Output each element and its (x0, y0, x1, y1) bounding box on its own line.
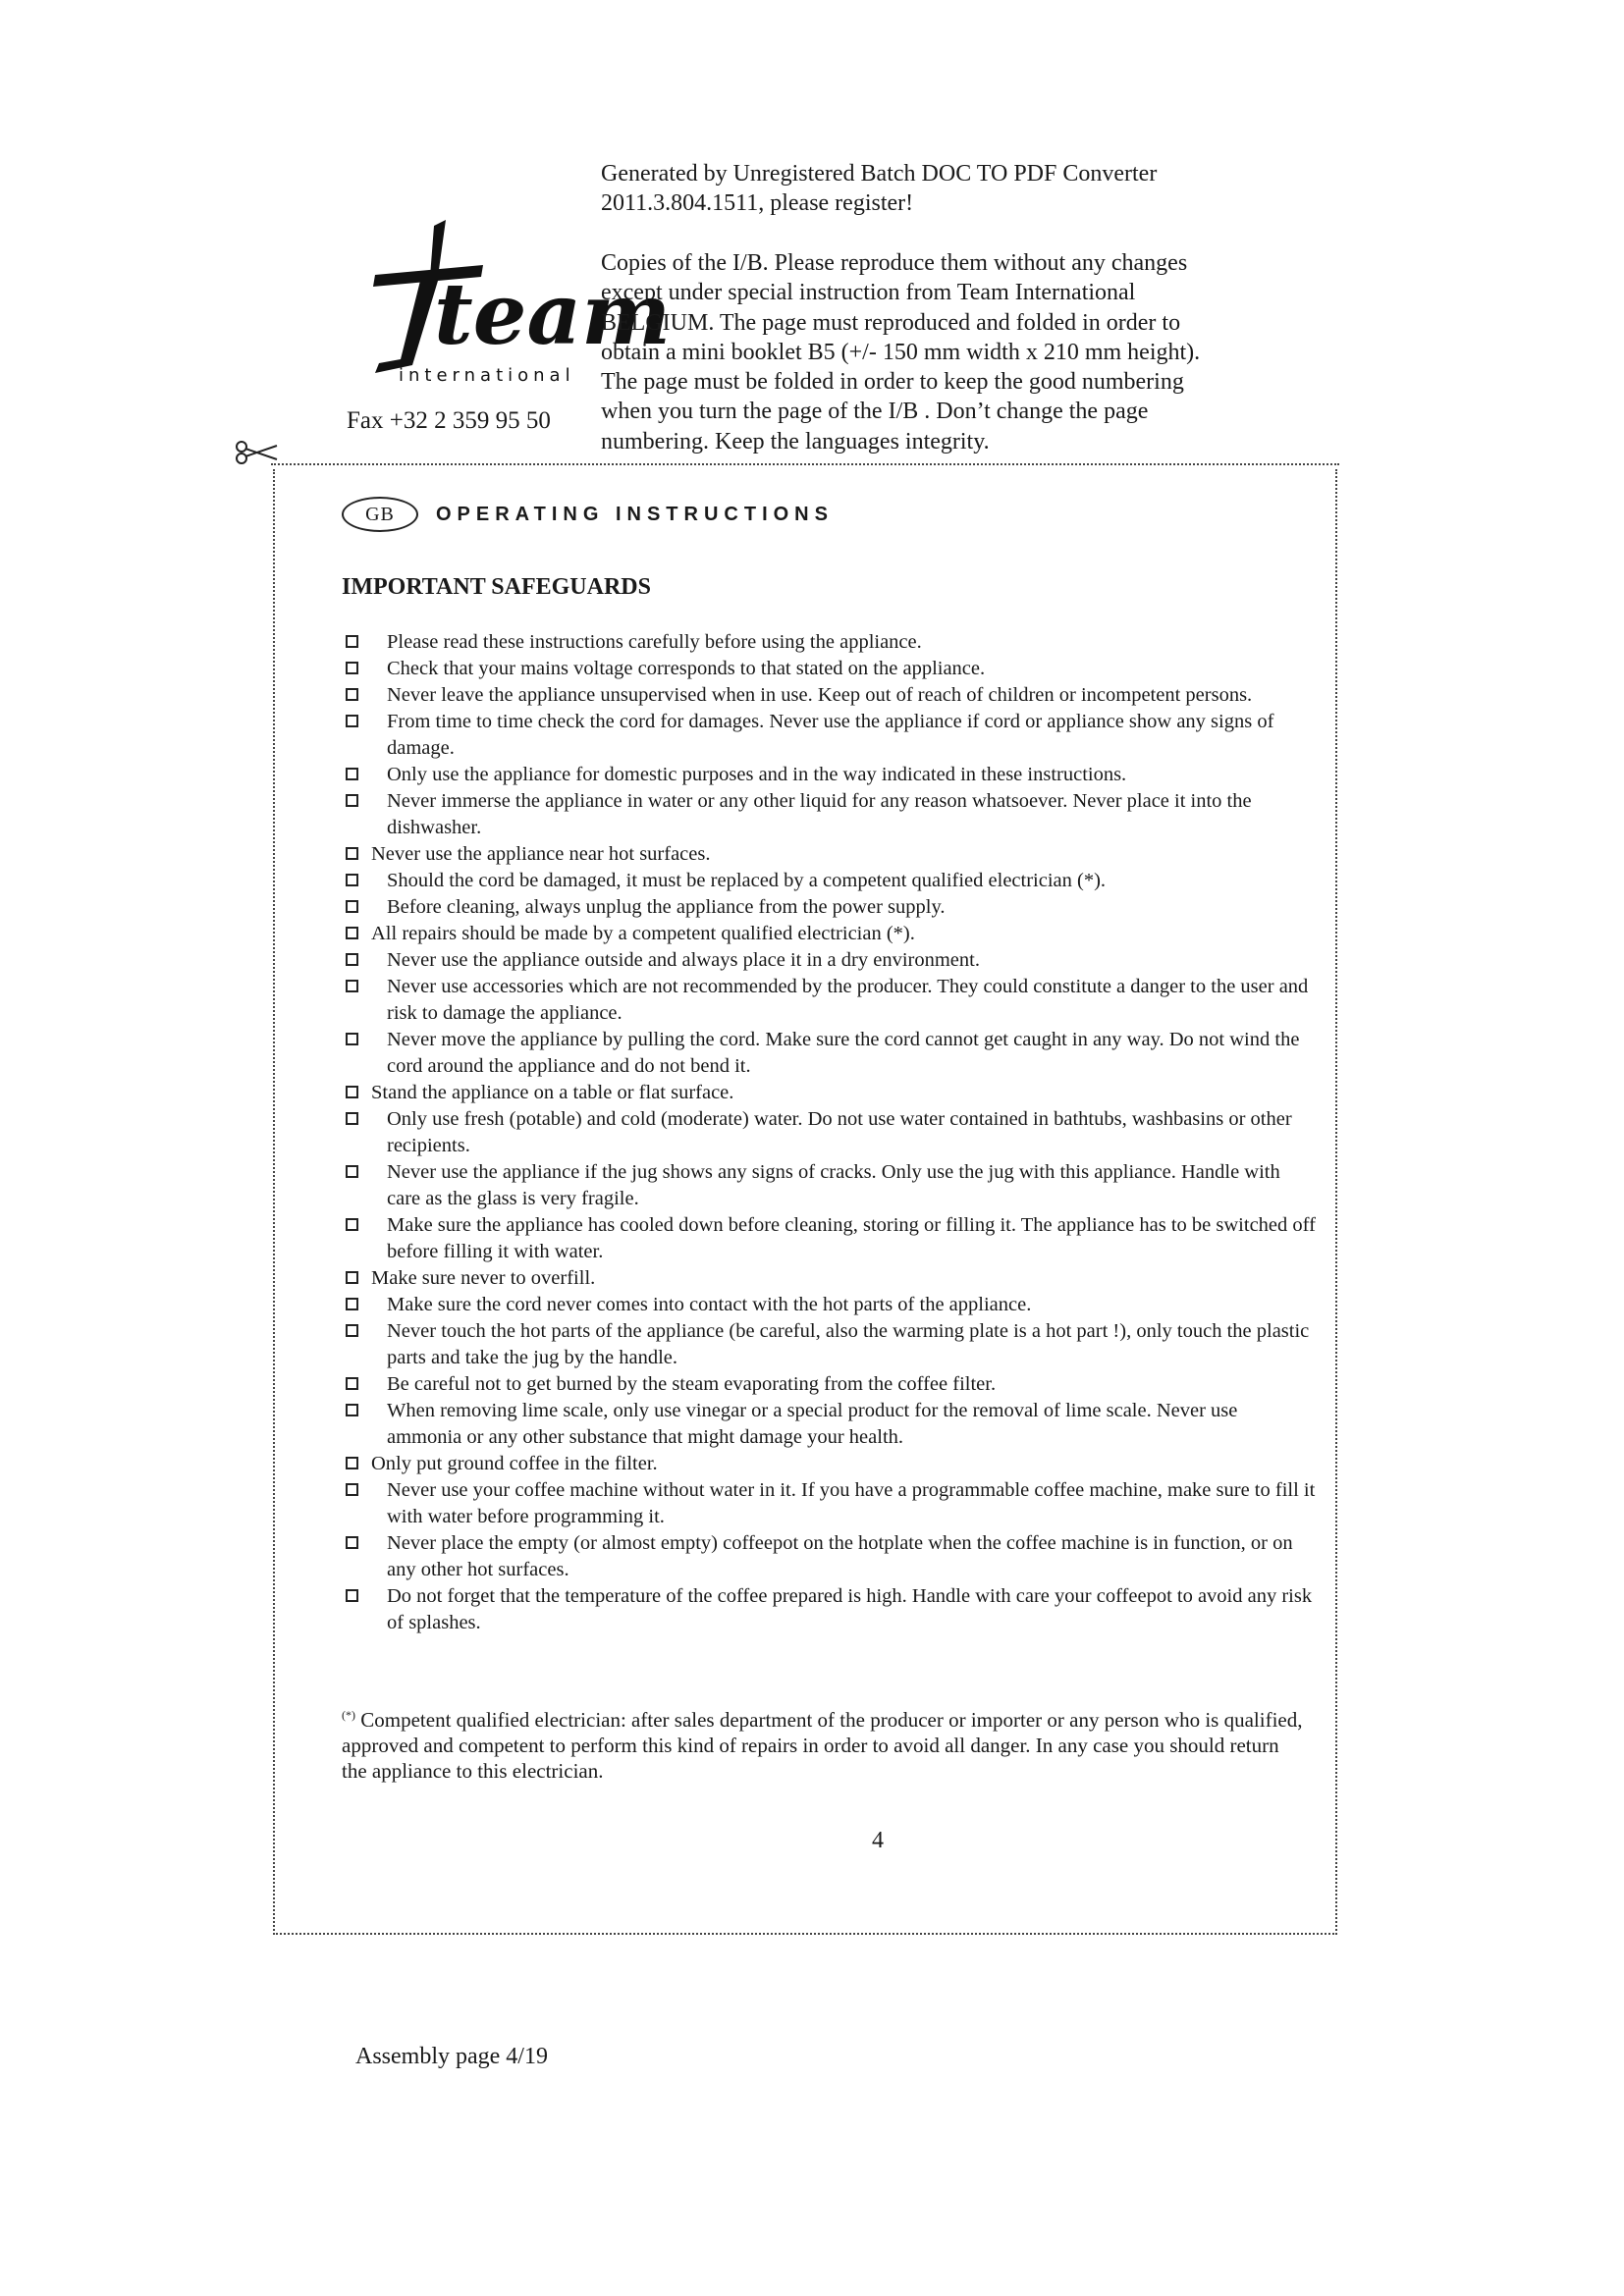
checkbox-icon (346, 1112, 358, 1125)
copies-line: Copies of the I/B. Please reproduce them without any changes (601, 250, 1188, 276)
logo-wordmark: team (434, 265, 672, 364)
safeguard-item: Before cleaning, always unplug the appliance from the power supply. (342, 894, 1316, 921)
section-header (342, 497, 834, 532)
safeguard-item: Stand the appliance on a table or flat surface. (342, 1080, 1316, 1106)
checkbox-icon (346, 1404, 358, 1416)
safeguard-item: Make sure the cord never comes into contact with the hot parts of the appliance. (342, 1292, 1316, 1318)
checkbox-icon (346, 768, 358, 780)
copies-line: when you turn the page of the I/B . Don’t change the page (601, 399, 1149, 425)
checkbox-icon (346, 1377, 358, 1390)
checkbox-icon (346, 1271, 358, 1284)
generated-notice (601, 159, 1347, 218)
safeguard-item: From time to time check the cord for damages. Never use the appliance if cord or appliance show any signs of damage. (342, 709, 1316, 762)
checkbox-icon (346, 1033, 358, 1045)
safeguard-item: Never immerse the appliance in water or any other liquid for any reason whatsoever. Never place it into the dishwasher. (342, 788, 1316, 841)
safeguard-item: Be careful not to get burned by the steam evaporating from the coffee filter. (342, 1371, 1316, 1398)
safeguard-item: Never use the appliance if the jug shows any signs of cracks. Only use the jug with this appliance. Handle with care as the glass is very fragile. (342, 1159, 1316, 1212)
checkbox-icon (346, 1165, 358, 1178)
copies-line: except under special instruction from Team International (601, 280, 1136, 306)
checkbox-icon (346, 635, 358, 648)
page-number: 4 (872, 1828, 884, 1853)
language-badge: GB (342, 497, 418, 532)
checkbox-icon (346, 688, 358, 701)
safeguard-item: Never touch the hot parts of the appliance (be careful, also the warming plate is a hot part !), only touch the plastic parts and take the jug by the handle. (342, 1318, 1316, 1371)
checkbox-icon (346, 1324, 358, 1337)
copies-line: BELGIUM. The page must reproduced and folded in order to (601, 309, 1181, 336)
safeguard-item: Please read these instructions carefully before using the appliance. (342, 629, 1316, 656)
checkbox-icon (346, 1536, 358, 1549)
safeguard-item: Make sure never to overfill. (342, 1265, 1316, 1292)
safeguard-item: Never use your coffee machine without water in it. If you have a programmable coffee machine, make sure to fill it with water before programming it. (342, 1477, 1316, 1530)
checkbox-icon (346, 980, 358, 992)
safeguard-item: Never leave the appliance unsupervised when in use. Keep out of reach of children or incompetent persons. (342, 682, 1316, 709)
copies-instructions (601, 248, 1308, 456)
safeguard-item: All repairs should be made by a competent qualified electrician (*). (342, 921, 1316, 947)
safeguard-item: Never place the empty (or almost empty) coffeepot on the hotplate when the coffee machine is in function, or on any other hot surfaces. (342, 1530, 1316, 1583)
safeguards-heading: IMPORTANT SAFEGUARDS (342, 574, 651, 600)
generated-notice-line-1: Generated by Unregistered Batch DOC TO PDF Converter (601, 161, 1158, 187)
checkbox-icon (346, 715, 358, 727)
generated-notice-line-2: 2011.3.804.1511, please register! (601, 190, 914, 216)
safeguards-list (342, 629, 1316, 1636)
checkbox-icon (346, 794, 358, 807)
scissors-icon (234, 440, 279, 465)
safeguard-item: Only put ground coffee in the filter. (342, 1451, 1316, 1477)
safeguard-item: When removing lime scale, only use vinegar or a special product for the removal of lime scale. Never use ammonia or any other substance that might damage your health. (342, 1398, 1316, 1451)
checkbox-icon (346, 953, 358, 966)
checkbox-icon (346, 927, 358, 939)
checkbox-icon (346, 1483, 358, 1496)
copies-line: The page must be folded in order to keep the good numbering (601, 369, 1184, 396)
checkbox-icon (346, 1218, 358, 1231)
copies-line: obtain a mini booklet B5 (+/- 150 mm width x 210 mm height). (601, 339, 1201, 365)
safeguard-item: Never move the appliance by pulling the cord. Make sure the cord cannot get caught in any way. Do not wind the cord around the appliance and do not bend it. (342, 1027, 1316, 1080)
footnote-text: Competent qualified electrician: after sales department of the producer or importer or any person who is qualified, approved and competent to perform this kind of repairs in order to avoid all danger. In any case you should return the appliance to this electrician. (342, 1708, 1303, 1783)
checkbox-icon (346, 874, 358, 886)
safeguard-item: Only use fresh (potable) and cold (moderate) water. Do not use water contained in bathtubs, washbasins or other recipients. (342, 1106, 1316, 1159)
safeguard-item: Should the cord be damaged, it must be replaced by a competent qualified electrician (*). (342, 868, 1316, 894)
logo-subtext: international (399, 365, 575, 386)
checkbox-icon (346, 900, 358, 913)
checkbox-icon (346, 662, 358, 674)
footnote-mark: (*) (342, 1708, 355, 1722)
copies-line: numbering. Keep the languages integrity. (601, 428, 990, 454)
safeguard-item: Check that your mains voltage corresponds to that stated on the appliance. (342, 656, 1316, 682)
checkbox-icon (346, 847, 358, 860)
checkbox-icon (346, 1298, 358, 1310)
safeguard-item: Make sure the appliance has cooled down before cleaning, storing or filling it. The appliance has to be switched off before filling it with water. (342, 1212, 1316, 1265)
safeguard-item: Never use the appliance near hot surfaces. (342, 841, 1316, 868)
checkbox-icon (346, 1589, 358, 1602)
safeguard-item: Never use the appliance outside and always place it in a dry environment. (342, 947, 1316, 974)
safeguard-item: Never use accessories which are not recommended by the producer. They could constitute a danger to the user and risk to damage the appliance. (342, 974, 1316, 1027)
checkbox-icon (346, 1457, 358, 1469)
electrician-footnote (342, 1702, 1304, 1784)
section-title: OPERATING INSTRUCTIONS (436, 503, 834, 525)
assembly-page-label: Assembly page 4/19 (355, 2044, 548, 2069)
checkbox-icon (346, 1086, 358, 1098)
team-international-logo (336, 218, 672, 393)
fax-number: Fax +32 2 359 95 50 (347, 407, 551, 434)
safeguard-item: Do not forget that the temperature of the coffee prepared is high. Handle with care your coffeepot to avoid any risk of splashes. (342, 1583, 1316, 1636)
cut-line (271, 463, 1339, 465)
safeguard-item: Only use the appliance for domestic purposes and in the way indicated in these instructions. (342, 762, 1316, 788)
